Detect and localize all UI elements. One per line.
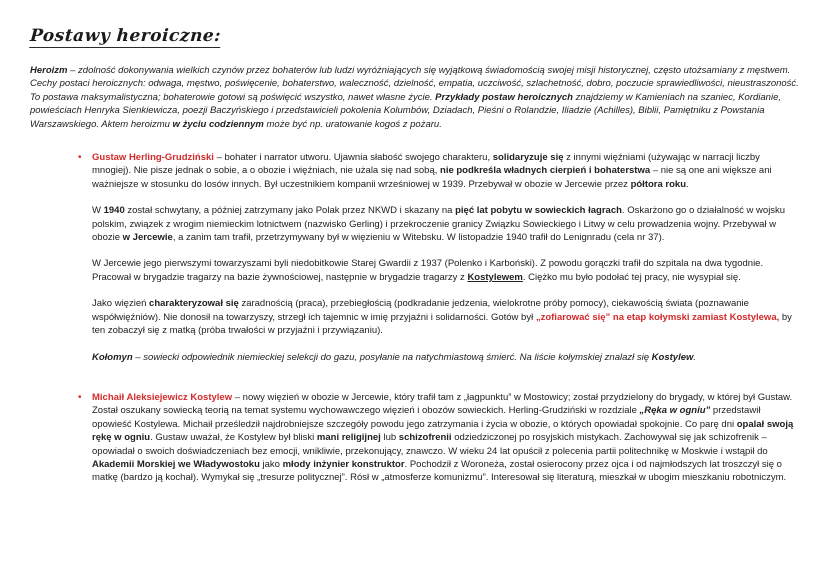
paragraph-herling-arrest: W 1940 został schwytany, a później zatrzymany jako Polak przez NKWD i skazany na pięć lat pobytu w sowieckich łagrach. Oskarżono go o działalność w wojsku polskim, związek z wrogim niemieckim lotnictwem (nazwisko Gerling) i przekroczenie granicy Związku Sowieckiego i Litwy w celu prowadzenia wojny. Przebywał w obozie w Jercewie, a zanim tam trafił, przetrzymywany był w więzieniu w Witebsku. W listopadzie 1940 trafił do Lenignradu (cela nr 37). [92, 205, 786, 244]
bullet-content-herling [92, 151, 798, 377]
bullet-list [78, 151, 798, 498]
bullet-marker-icon: • [78, 152, 82, 164]
bullet-item-kostylew [78, 391, 798, 498]
paragraph-kolomyn-definition: Kołomyn – sowiecki odpowiednik niemieckiej selekcji do gazu, posyłanie na natychmiastową śmierć. Na liście kołymskiej znalazł się Kostylew. [92, 351, 697, 363]
intro-paragraph: Heroizm – zdolność dokonywania wielkich czynów przez bohaterów lub ludzi wyróżniających się wyjątkową świadomością swojej misji historycznej, często utożsamiany z męstwem. Cechy postaci heroicznych: odwaga, męstwo, poświęcenie, bohaterstwo, waleczność, dzielność, empatia, uczciwość, szlachetność, dobro, poczucie sprawiedliwości, nieustraszoność. To postawa maksymalistyczna; bohaterowie gotowi są poświęcić wszystko, nawet własne życie. Przykłady postaw heroicznych znajdziemy w Kamieniach na szaniec, Kordianie, powieściach Henryka Sienkiewicza, poezji Baczyńskiego i przedstawicieli pokolenia Kolumbów, Dziadach, Pieśni o Rolandzie, Iliadzie (Achilles), Biblii, Pamiętniku z Powstania Warszawskiego. Aktem heroizmu w życiu codziennym może być np. uratowanie kogoś z pożaru. [30, 65, 799, 130]
document-title: Postawy heroiczne: [29, 26, 222, 46]
paragraph-herling-traits: Jako więzień charakteryzował się zaradnością (praca), przebiegłością (podkradanie jedzenia, wielokrotne próby pomocy), ciekawością świata (poznawanie współwięźniów). Nie donosił na towarzyszy, strzegł ich tajemnic w imię przyjaźni i solidarności. Gotów był „zofiarować się” na etap kołymski zamiast Kostylewa, by ten zobaczył się z matką (próba trwałości w przyjaźni i przywiązaniu). [92, 298, 792, 337]
bullet-content-kostylew [92, 391, 798, 498]
bullet-marker-icon: • [78, 391, 82, 403]
paragraph-herling-jercewo: W Jercewie jego pierwszymi towarzyszami byli niedobitkowie Starej Gwardii z 1937 (Polenko i Karboński). Z powodu gorączki trafił do szpitala na dwa tygodnie. Pracował w brygadzie tragarzy na bazie żywnościowej, następnie w brygadzie tragarzy z Kostylewem. Ciężko mu było podołać tej pracy, nie wysypiał się. [92, 258, 764, 283]
bullet-item-herling [78, 151, 798, 377]
paragraph-kostylew: Michaił Aleksiejewicz Kostylew – nowy więzień w obozie w Jercewie, który trafił tam z „łagpunktu” w Mostowicy; został przydzielony do brygady, w której był Gustaw. Został oszukany sowiecką teorią na temat systemu wychowawczego więzień i obozów sowieckich. Herling-Grudziński w rozdziale „Ręka w ogniu” przedstawił opowieść Kostylewa. Michaił prześledził najdrobniejsze szczegóły powodu jego zatrzymania i życia w obozie, o których opowiadał spokojnie. Co parę dni opalał swoją rękę w ogniu. Gustaw uważał, że Kostylew był bliski mani religijnej lub schizofrenii odziedziczonej po rosyjskich mistykach. Zachowywał się jak schizofrenik – opowiadał o swoich doświadczeniach bez emocji, wnikliwie, przekonujący, znawczo. W wieku 24 lat opuścił z polecenia partii politechnikę w Moskwie i wstąpił do Akademii Morskiej we Władywostoku jako młody inżynier konstruktor. Pochodził z Woroneża, został osierocony przez ojca i od najmłodszych lat troszczył się o matkę (bardzo ją kochał). Wymykał się „tresurze politycznej”. Rósł w „atmosferze komunizmu”. Interesował się literaturą, mieszkał w ubogim mieszkaniu robotniczym. [92, 391, 794, 484]
paragraph-herling-intro: Gustaw Herling-Grudziński – bohater i narrator utworu. Ujawnia słabość swojego charakteru, solidaryzuje się z innymi więźniami (używając w narracji liczby mnogiej). Nie pisze jednak o sobie, a o obozie i więźniach, nie użala się nad sobą, nie podkreśla władnych cierpień i bohaterstwa – nie są one ani większe ani ważniejsze w stosunku do losów innych. Był uczestnikiem kompanii wrześniowej w 1939. Przebywał w obozie w Jercewie przez półtora roku. [92, 152, 772, 190]
